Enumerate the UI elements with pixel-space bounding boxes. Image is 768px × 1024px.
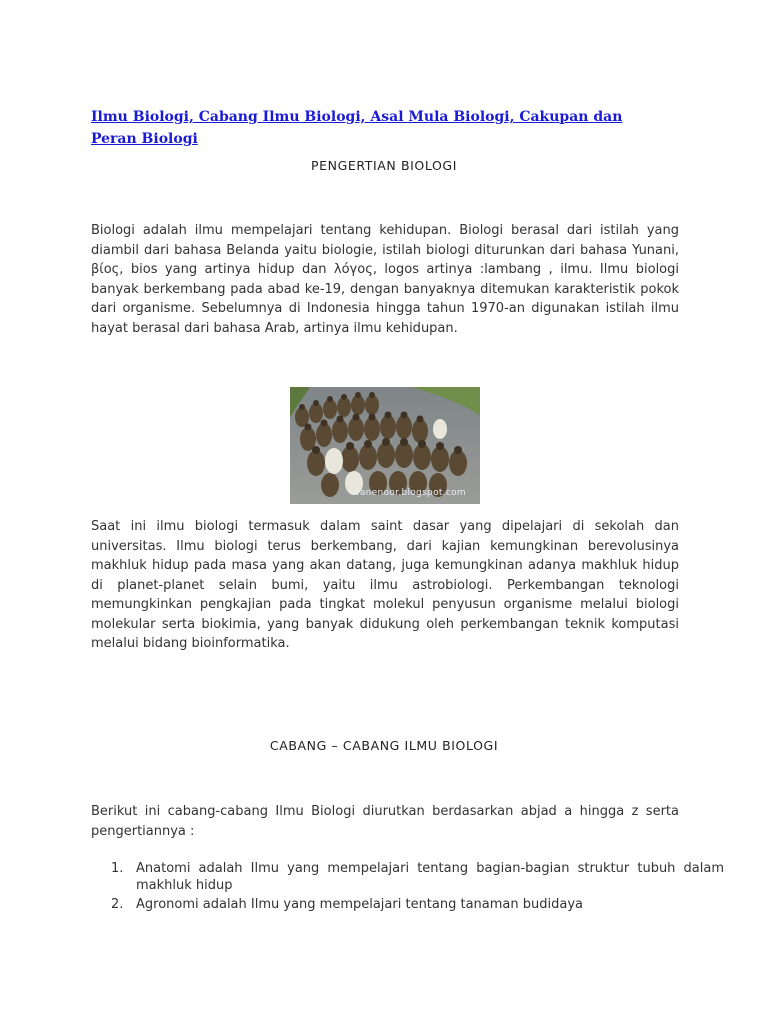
list-item-number: 1. — [111, 861, 124, 876]
article-title-link[interactable]: Ilmu Biologi, Cabang Ilmu Biologi, Asal Mula Biologi, Cakupan dan Peran Biologi — [91, 109, 623, 147]
list-item — [111, 896, 724, 913]
photo-watermark: wanenoor.blogspot.com — [352, 488, 466, 498]
list-item-text: Anatomi adalah Ilmu yang mempelajari tentang bagian-bagian struktur tubuh dalam makhluk hidup — [136, 861, 724, 893]
paragraph-development: Saat ini ilmu biologi termasuk dalam saint dasar yang dipelajari di sekolah dan universitas. Ilmu biologi terus berkembang, dari kajian kemungkinan berevolusinya makhluk hidup pada masa yang akan datang, juga kemungkinan adanya makhluk hidup di planet-planet selain bumi, yaitu ilmu astrobiologi. Perkembangan teknologi memungkinkan pengkajian pada tingkat molekul penyusun organisme melalui biologi molekular serta biokimia, yang banyak didukung oleh perkembangan teknik komputasi melalui bidang bioinformatika. — [91, 519, 679, 651]
branches-list — [91, 860, 724, 915]
ducks-illustration — [290, 387, 480, 504]
section-heading-pengertian: PENGERTIAN BIOLOGI — [311, 158, 457, 173]
section-heading-cabang: CABANG – CABANG ILMU BIOLOGI — [269, 738, 499, 753]
list-item — [111, 860, 724, 894]
list-item-text: Agronomi adalah Ilmu yang mempelajari tentang tanaman budidaya — [136, 897, 584, 912]
paragraph-intro-branches: Berikut ini cabang-cabang Ilmu Biologi diurutkan berdasarkan abjad a hingga z serta pengertiannya : — [91, 804, 679, 839]
list-item-number: 2. — [111, 897, 124, 912]
ducks-photo — [290, 387, 480, 504]
paragraph-definition: Biologi adalah ilmu mempelajari tentang kehidupan. Biologi berasal dari istilah yang diambil dari bahasa Belanda yaitu biologie, istilah biologi diturunkan dari bahasa Yunani, βίος, bios yang artinya hidup dan λόγος, logos artinya :lambang , ilmu. Ilmu biologi banyak berkembang pada abad ke-19, dengan banyaknya ditemukan karakteristik pokok dari organisme. Sebelumnya di Indonesia hingga tahun 1970-an digunakan istilah ilmu hayat berasal dari bahasa Arab, artinya ilmu kehidupan. — [91, 223, 679, 336]
